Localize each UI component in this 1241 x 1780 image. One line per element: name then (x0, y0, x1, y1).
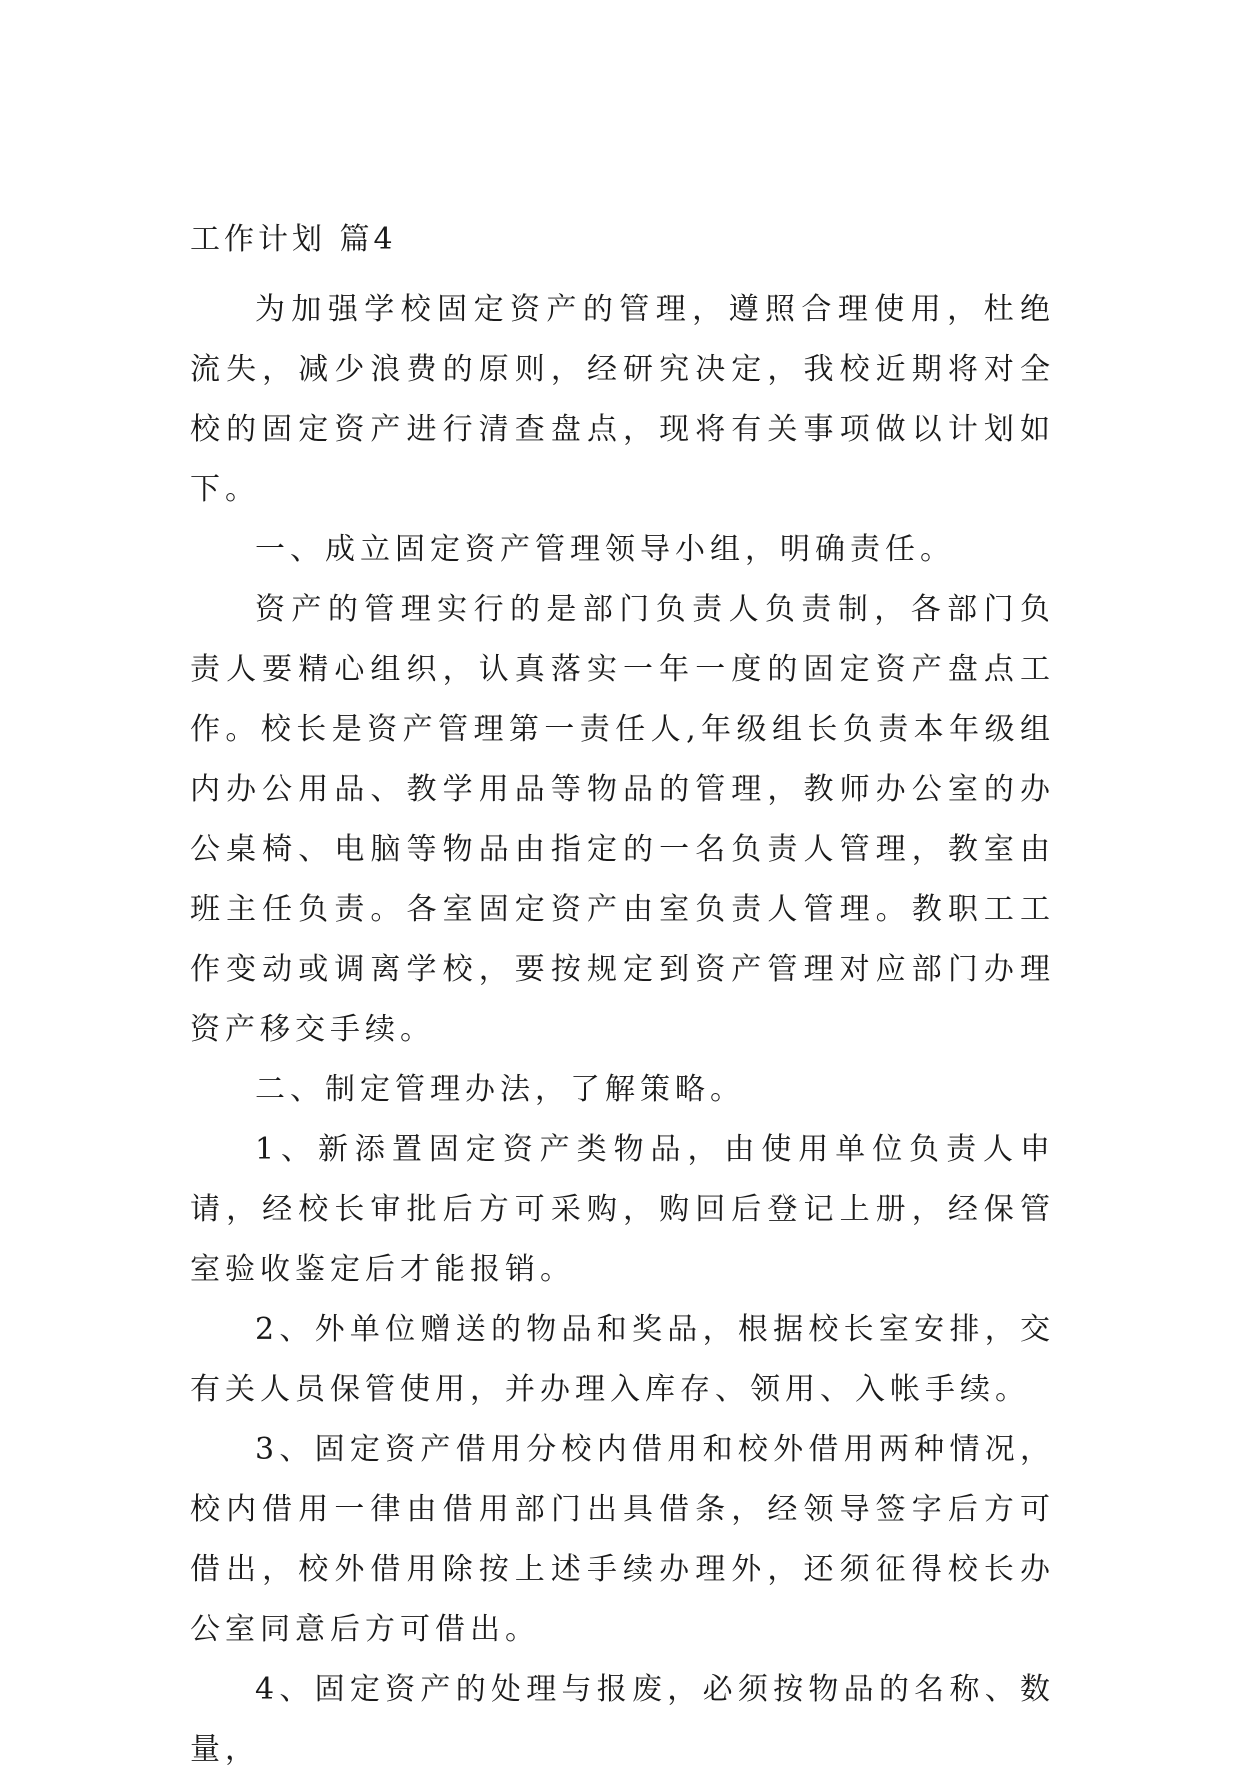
document-heading: 工作计划 篇4 (190, 222, 397, 257)
rule-item-2: 2、外单位赠送的物品和奖品，根据校长室安排，交有关人员保管使用，并办理入库存、领用、入帐手续。 (190, 1312, 1055, 1407)
rule-item-4: 4、固定资产的处理与报废，必须按物品的名称、数量， (190, 1672, 1055, 1767)
rule-item-3: 3、固定资产借用分校内借用和校外借用两种情况，校内借用一律由借用部门出具借条，经领导签字后方可借出，校外借用除按上述手续办理外，还须征得校长办公室同意后方可借出。 (190, 1432, 1055, 1647)
section-one-paragraph: 资产的管理实行的是部门负责人负责制，各部门负责人要精心组织，认真落实一年一度的固定资产盘点工作。校长是资产管理第一责任人,年级组长负责本年级组内办公用品、教学用品等物品的管理，教师办公室的办公桌椅、电脑等物品由指定的一名负责人管理，教室由班主任负责。各室固定资产由室负责人管理。教职工工作变动或调离学校，要按规定到资产管理对应部门办理资产移交手续。 (190, 592, 1055, 1047)
rule-item-1: 1、新添置固定资产类物品，由使用单位负责人申请，经校长审批后方可采购，购回后登记上册，经保管室验收鉴定后才能报销。 (190, 1132, 1055, 1287)
intro-paragraph: 为加强学校固定资产的管理，遵照合理使用，杜绝流失，减少浪费的原则，经研究决定，我校近期将对全校的固定资产进行清查盘点，现将有关事项做以计划如下。 (190, 292, 1055, 507)
section-two-title: 二、制定管理办法，了解策略。 (255, 1072, 745, 1107)
document-body (190, 220, 1055, 1780)
section-one-title: 一、成立固定资产管理领导小组，明确责任。 (255, 532, 955, 567)
